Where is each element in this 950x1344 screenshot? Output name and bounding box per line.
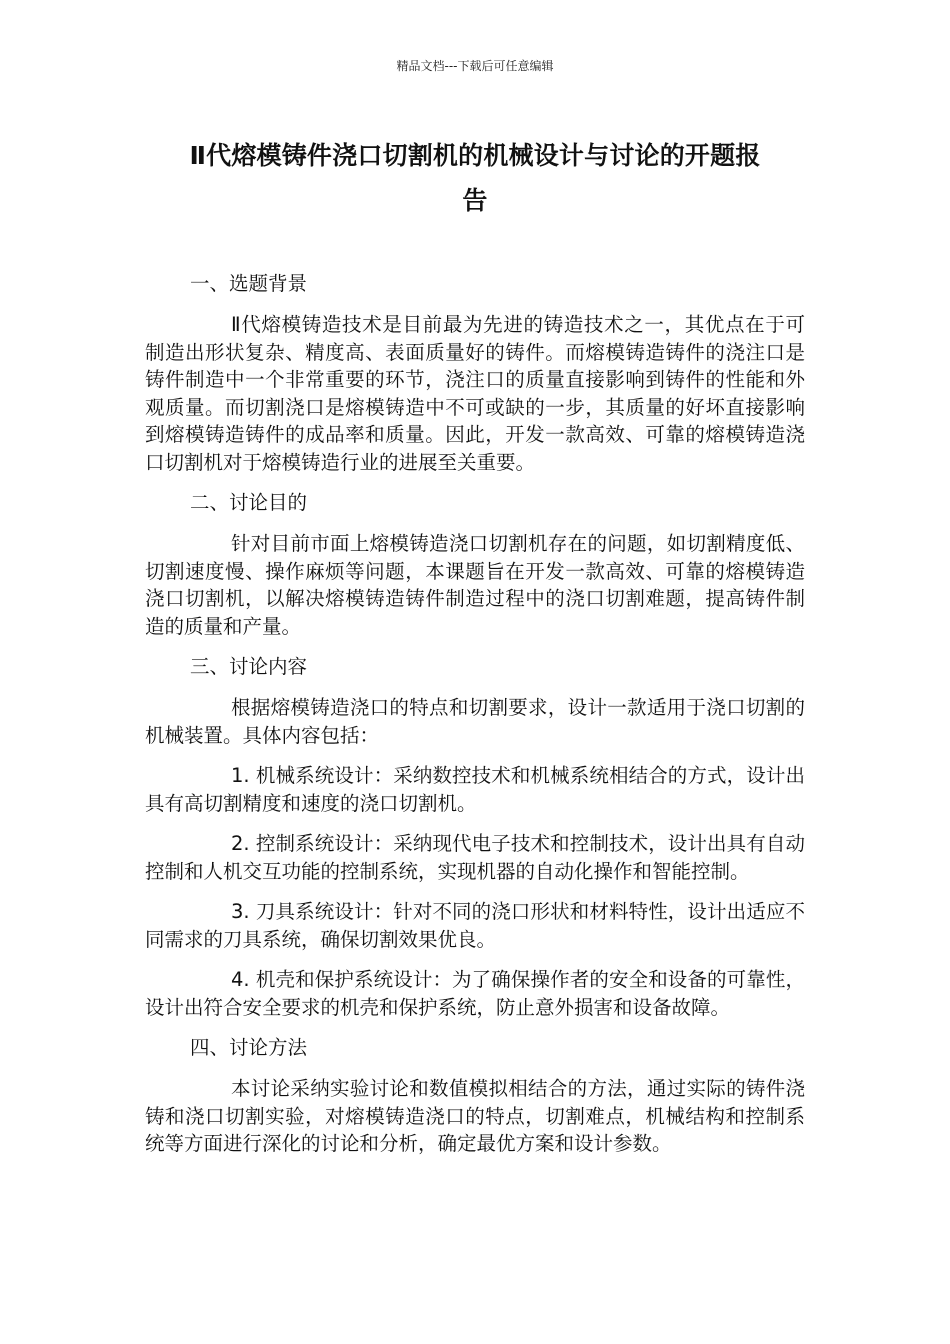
paragraph-content-intro: 根据熔模铸造浇口的特点和切割要求，设计一款适用于浇口切割的机械装置。具体内容包括：: [145, 696, 805, 747]
title-line-1: Ⅱ代熔模铸件浇口切割机的机械设计与讨论的开题报: [189, 141, 761, 170]
document-title: [145, 133, 805, 223]
paragraph-content-item-3: 3. 刀具系统设计：针对不同的浇口形状和材料特性，设计出适应不同需求的刀具系统，确保切割效果优良。: [145, 900, 805, 951]
paragraph-background: Ⅱ代熔模铸造技术是目前最为先进的铸造技术之一，其优点在于可制造出形状复杂、精度高、表面质量好的铸件。而熔模铸造铸件的浇注口是铸件制造中一个非常重要的环节，浇注口的质量直接影响到铸件的性能和外观质量。而切割浇口是熔模铸造中不可或缺的一步，其质量的好坏直接影响到熔模铸造铸件的成品率和质量。因此，开发一款高效、可靠的熔模铸造浇口切割机对于熔模铸造行业的进展至关重要。: [145, 313, 805, 474]
paragraph-content-item-1: 1. 机械系统设计：采纳数控技术和机械系统相结合的方式，设计出具有高切割精度和速度的浇口切割机。: [145, 764, 805, 815]
title-line-2: 告: [462, 186, 488, 215]
section-heading-background: 一、选题背景: [190, 272, 308, 295]
paragraph-purpose: 针对目前市面上熔模铸造浇口切割机存在的问题，如切割精度低、切割速度慢、操作麻烦等问题，本课题旨在开发一款高效、可靠的熔模铸造浇口切割机，以解决熔模铸造铸件制造过程中的浇口切割难题，提高铸件制造的质量和产量。: [145, 532, 805, 638]
section-heading-content: 三、讨论内容: [190, 655, 308, 678]
paragraph-content-item-2: 2. 控制系统设计：采纳现代电子技术和控制技术，设计出具有自动控制和人机交互功能的控制系统，实现机器的自动化操作和智能控制。: [145, 832, 805, 883]
paragraph-method: 本讨论采纳实验讨论和数值模拟相结合的方法，通过实际的铸件浇铸和浇口切割实验，对熔模铸造浇口的特点，切割难点，机械结构和控制系统等方面进行深化的讨论和分析，确定最优方案和设计参数。: [145, 1077, 805, 1155]
paragraph-content-item-4: 4. 机壳和保护系统设计：为了确保操作者的安全和设备的可靠性，设计出符合安全要求的机壳和保护系统，防止意外损害和设备故障。: [145, 968, 805, 1019]
section-heading-method: 四、讨论方法: [190, 1036, 308, 1059]
document-body: [145, 270, 805, 1171]
page-header: 精品文档---下载后可任意编辑: [396, 59, 554, 73]
section-heading-purpose: 二、讨论目的: [190, 491, 308, 514]
